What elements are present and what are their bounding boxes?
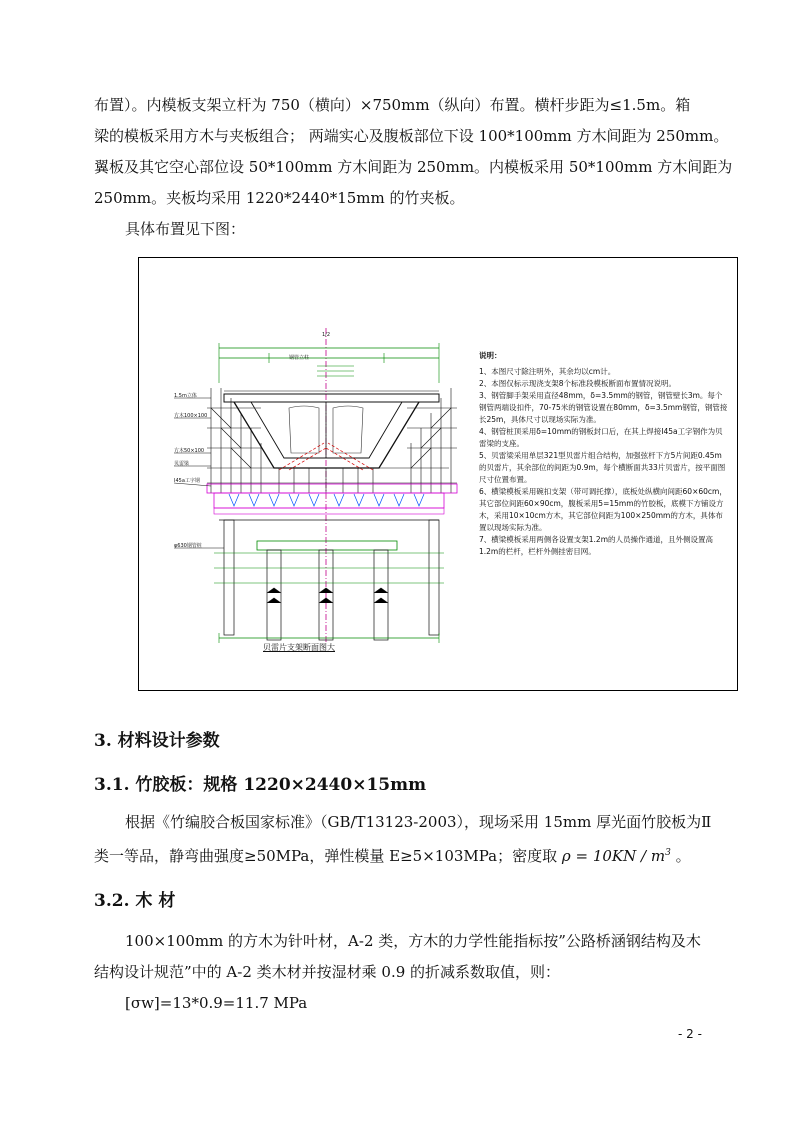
note-item: 5、贝雷梁采用单层321型贝雷片组合结构，加强弦杆下方5片间距0.45m的贝雷片，其余部位的间距为0.9m，每个横断面共33片贝雷片，按平面图尺寸位置布置。 — [479, 451, 726, 484]
drawing-label: 1.5m立体 — [174, 393, 197, 399]
text-segment: 。 — [675, 847, 691, 865]
section-heading: 3. 材料设计参数 — [94, 731, 220, 751]
section-heading: 3.1. 竹胶板：规格 1220×2440×15mm — [94, 775, 427, 795]
note-item: 2、本图仅标示现浇支架8个标准段模板断面布置情况说明。 — [479, 379, 677, 388]
note-item: 3、钢管脚手架采用直径48mm，δ=3.5mm的钢管，钢管壁长3m。每个钢管两端设扣件，70-75米的钢管设置在80mm，δ=3.5mm钢管，钢管接长25m，具体尺寸以现场实际为准。 — [479, 391, 728, 424]
section-heading: 3.2. 木 材 — [94, 891, 176, 911]
density-formula — [562, 847, 671, 865]
note-item: 6、横梁模板采用碗扣支架（带可调托撑），底板处纵横向间距60×60cm，其它部位间距60×90cm，腹板采用5=15mm的竹胶板，底模下方铺设方木，采用10×10cm方木，其它部位间距为100×250mm的方木，具体布置以现场实际为准。 — [479, 487, 727, 532]
note-item: 1、本图尺寸除注明外，其余均以cm计。 — [479, 367, 616, 376]
drawing-label: I45a工字钢 — [174, 478, 200, 484]
body-text-line: 结构设计规范”中的 A-2 类木材并按湿材乘 0.9 的折减系数取值，则： — [94, 963, 561, 981]
notes-title: 说明： — [479, 351, 502, 360]
drawing-label: 方木50×100 — [174, 448, 205, 454]
dimension-label: 1/2 — [322, 332, 331, 338]
body-text-line: [σw]=13*0.9=11.7 MPa — [125, 994, 308, 1012]
formula-text: ρ = 10KN / m — [561, 847, 666, 865]
drawing-label: 贝雷梁 — [174, 461, 190, 467]
engineering-drawing-frame — [138, 257, 738, 691]
body-text-line: 梁的模板采用方木与夹板组合； 两端实心及腹板部位下设 100*100mm 方木间距为 250mm。 — [94, 127, 729, 145]
body-text-line: 布置）。内模板支架立杆为 750（横向）×750mm（纵向）布置。横杆步距为≤1.5m。箱 — [94, 96, 691, 114]
text-segment: 类一等品，静弯曲强度≥50MPa，弹性模量 E≥5×103MPa；密度取 — [94, 847, 558, 865]
formula-exponent: 3 — [665, 848, 671, 858]
note-item: 7、横梁模板采用两侧各设置支架1.2m的人员操作通道，且外侧设置高1.2m的栏杆，栏杆外侧挂密目网。 — [479, 535, 714, 556]
body-text-line: 250mm。夹板均采用 1220*2440*15mm 的竹夹板。 — [94, 189, 465, 207]
page-number: - 2 - — [678, 1027, 702, 1041]
drawing-label: φ630钢管桩 — [174, 543, 202, 549]
body-text-line: 100×100mm 的方木为针叶材，A-2 类，方木的力学性能指标按”公路桥涵钢结构及木 — [125, 932, 701, 950]
drawing-notes — [479, 350, 729, 558]
body-text-line: 具体布置见下图： — [125, 220, 246, 238]
body-text-line — [94, 838, 691, 872]
figure-caption: 贝雷片支架断面图大 — [263, 643, 335, 652]
drawing-label: 方木100×100 — [174, 413, 208, 419]
body-text-line: 翼板及其它空心部位设 50*100mm 方木间距为 250mm。内模板采用 50*100mm 方木间距为 — [94, 158, 733, 176]
note-item: 4、钢管桩顶采用δ=10mm的钢板封口后，在其上焊接I45a工字钢作为贝雷梁的支座。 — [479, 427, 723, 448]
drawing-label: 钢管立柱 — [289, 355, 310, 361]
body-text-line: 根据《竹编胶合板国家标准》（GB/T13123-2003），现场采用 15mm 厚光面竹胶板为Ⅱ — [125, 813, 712, 831]
